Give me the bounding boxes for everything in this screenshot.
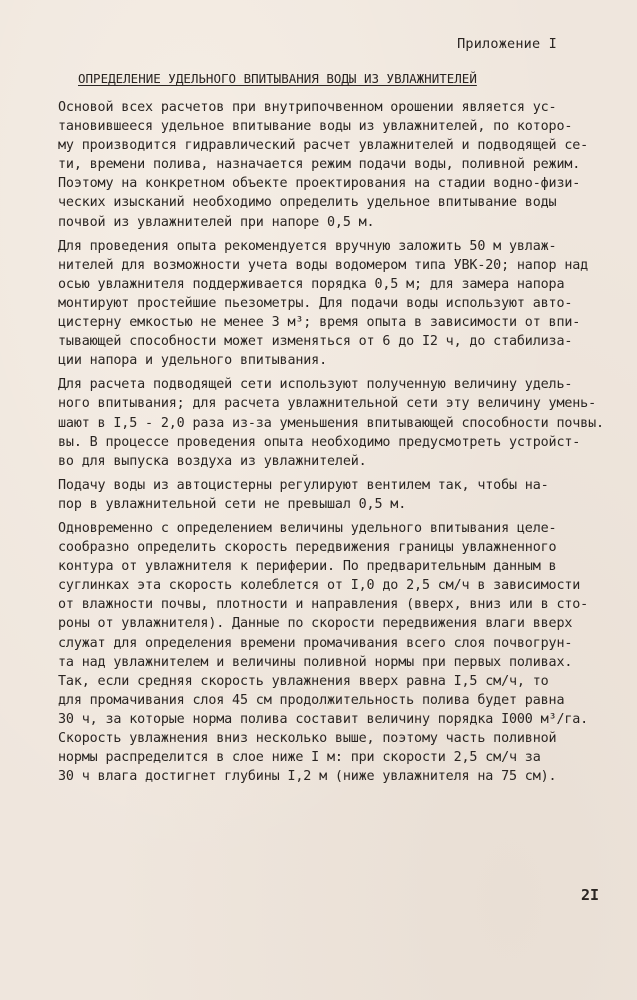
text-line: осью увлажнителя поддерживается порядка 0,5 м; для замера напора	[58, 276, 565, 292]
text-line: тановившееся удельное впитывание воды из увлажнителей, по которо-	[58, 119, 573, 135]
text-line: нителей для возможности учета воды водомером типа УВК-20; напор над	[58, 257, 589, 273]
text-line: служат для определения времени промачивания всего слоя почвогрун-	[58, 635, 573, 651]
text-line: роны от увлажнителя). Данные по скорости передвижения влаги вверх	[58, 616, 573, 632]
text-line: ческих изысканий необходимо определить удельное впитывание воды	[58, 195, 557, 211]
text-line: 30 ч влага достигнет глубины I,2 м (ниже увлажнителя на 75 см).	[58, 769, 557, 785]
text-line: Скорость увлажнения вниз несколько выше, поэтому часть поливной	[58, 731, 557, 746]
text-line: для промачивания слоя 45 см продолжительность полива будет равна	[58, 692, 565, 708]
text-line: от влажности почвы, плотности и направления (вверх, вниз или в сто-	[58, 597, 589, 613]
text-line: Для расчета подводящей сети используют полученную величину удель-	[58, 377, 573, 393]
body-text	[58, 98, 604, 791]
text-line: Так, если средняя скорость увлажнения вверх равна I,5 см/ч, то	[58, 673, 549, 689]
document-title: ОПРЕДЕЛЕНИЕ УДЕЛЬНОГО ВПИТЫВАНИЯ ВОДЫ ИЗ УВЛАЖНИТЕЛЕЙ	[78, 71, 477, 86]
paragraph-3	[58, 375, 604, 470]
text-line: Подачу воды из автоцистерны регулируют вентилем так, чтобы на-	[58, 477, 549, 493]
text-line: сообразно определить скорость передвижения границы увлажненного	[58, 540, 557, 556]
text-line: во для выпуска воздуха из увлажнителей.	[58, 453, 367, 469]
text-line: Для проведения опыта рекомендуется вручную заложить 50 м увлаж-	[58, 238, 557, 254]
paragraph-2	[58, 237, 598, 371]
text-line: цистерну емкостью не менее 3 м³; время опыта в зависимости от впи-	[58, 315, 581, 331]
text-line: нормы распределится в слое ниже I м: при скорости 2,5 см/ч за	[58, 750, 541, 766]
text-line: шают в I,5 - 2,0 раза из-за уменьшения впитывающей способности почвы.	[58, 415, 604, 431]
text-line: почвой из увлажнителей при напоре 0,5 м.	[58, 214, 375, 230]
text-line: монтируют простейшие пьезометры. Для подачи воды используют авто-	[58, 295, 573, 311]
paragraph-1	[58, 98, 598, 232]
text-line: ции напора и удельного впитывания.	[58, 353, 328, 369]
text-line: пор в увлажнительной сети не превышал 0,5 м.	[58, 496, 407, 512]
text-line: му производится гидравлический расчет увлажнителей и подводящей се-	[58, 138, 589, 154]
text-line: контура от увлажнителя к периферии. По предварительным данным в	[58, 559, 557, 575]
paragraph-4	[58, 476, 598, 514]
text-line: 30 ч, за которые норма полива составит величину порядка I000 м³/га.	[58, 711, 589, 727]
text-line: Одновременно с определением величины удельного впитывания целе-	[58, 520, 557, 536]
appendix-label: Приложение I	[457, 36, 557, 52]
text-line: тывающей способности может изменяться от 6 до I2 ч, до стабилиза-	[58, 334, 573, 350]
text-line: ного впитывания; для расчета увлажнительной сети эту величину умень-	[58, 396, 597, 412]
text-line: суглинках эта скорость колеблется от I,0 до 2,5 см/ч в зависимости	[58, 578, 581, 594]
page-number: 2I	[580, 886, 599, 904]
text-line: та над увлажнителем и величины поливной нормы при первых поливах.	[58, 654, 573, 670]
paragraph-5	[58, 519, 598, 786]
text-line: Поэтому на конкретном объекте проектирования на стадии водно-физи-	[58, 176, 581, 192]
text-line: ти, времени полива, назначается режим подачи воды, поливной режим.	[58, 157, 581, 173]
text-line: вы. В процессе проведения опыта необходимо предусмотреть устройст-	[58, 434, 581, 450]
text-line: Основой всех расчетов при внутрипочвенном орошении является ус-	[58, 100, 557, 115]
